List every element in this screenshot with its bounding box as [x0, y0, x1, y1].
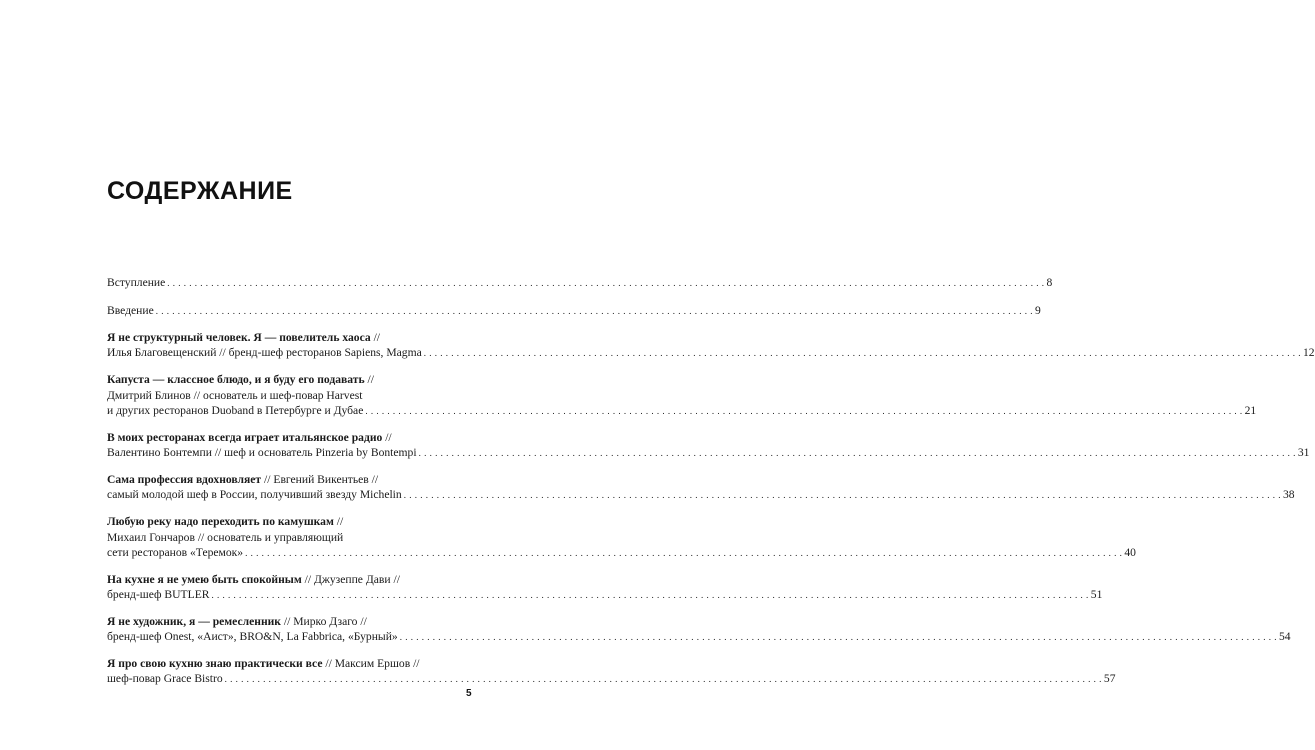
toc-line	[107, 472, 472, 487]
dot-leader: . . . . . . . . . . . . . . . . . . . . . . . . . . . . . . . . . . . . . . . . . . . . . . . . . . . . . . . . . . . . . . . . . . . . . . . . . . . . . . . . . . . . . . . . . . . . . . . . . . . . . . . . . . . . . . . . . . . . . . . . . . . . . . . . . . . . . . . . . . . . . . . . . . . . . . . . . . . . . . . .	[418, 448, 1296, 459]
toc-line-text	[107, 487, 402, 502]
dot-leader: . . . . . . . . . . . . . . . . . . . . . . . . . . . . . . . . . . . . . . . . . . . . . . . . . . . . . . . . . . . . . . . . . . . . . . . . . . . . . . . . . . . . . . . . . . . . . . . . . . . . . . . . . . . . . . . . . . . . . . . . . . . . . . . . . . . . . . . . . . . . . . . . . . . . . . . . . . . . . . . .	[245, 547, 1123, 558]
toc-entry	[107, 614, 1291, 646]
toc-line	[107, 614, 472, 629]
page-number: 5	[466, 688, 472, 699]
toc-chapter-title: Любую реку надо переходить по камушкам	[107, 515, 334, 529]
toc-author-info: Илья Благовещенский // бренд-шеф ресторанов Sapiens, Magma	[107, 346, 422, 360]
dot-leader: . . . . . . . . . . . . . . . . . . . . . . . . . . . . . . . . . . . . . . . . . . . . . . . . . . . . . . . . . . . . . . . . . . . . . . . . . . . . . . . . . . . . . . . . . . . . . . . . . . . . . . . . . . . . . . . . . . . . . . . . . . . . . . . . . . . . . . . . . . . . . . . . . . . . . . . . . . . . . . . .	[365, 405, 1243, 416]
toc-author-info: Дмитрий Блинов // основатель и шеф-повар Harvest	[107, 388, 363, 402]
toc-entry	[107, 514, 1136, 561]
dot-leader: . . . . . . . . . . . . . . . . . . . . . . . . . . . . . . . . . . . . . . . . . . . . . . . . . . . . . . . . . . . . . . . . . . . . . . . . . . . . . . . . . . . . . . . . . . . . . . . . . . . . . . . . . . . . . . . . . . . . . . . . . . . . . . . . . . . . . . . . . . . . . . . . . . . . . . . . . . . . . . . .	[399, 632, 1277, 643]
toc-author-start: // Евгений Викентьев //	[261, 473, 379, 487]
toc-line-text	[107, 275, 165, 290]
toc-line	[107, 430, 472, 445]
toc-entry	[107, 372, 1257, 419]
toc-author-info: шеф-повар Grace Bistro	[107, 672, 223, 686]
toc-author-info: Введение	[107, 303, 154, 317]
toc-line-text	[107, 671, 223, 686]
toc-chapter-title: Я не структурный человек. Я — повелитель хаоса	[107, 331, 371, 345]
toc-chapter-title: В моих ресторанах всегда играет итальянское радио	[107, 430, 383, 444]
toc-entry	[107, 330, 1315, 362]
toc-line	[107, 629, 1291, 645]
toc-chapter-title: Капуста — классное блюдо, и я буду его подавать	[107, 373, 365, 387]
toc-author-info: самый молодой шеф в России, получивший звезду Michelin	[107, 488, 402, 502]
toc-line	[107, 303, 1041, 319]
toc-page-number: 51	[1090, 588, 1103, 602]
toc-line	[107, 545, 1136, 561]
toc-page-number: 40	[1124, 545, 1136, 559]
toc-entry	[107, 275, 1053, 291]
toc-line	[107, 656, 472, 671]
toc-line	[107, 445, 1310, 461]
toc-line	[107, 275, 1053, 291]
toc-line	[107, 487, 1295, 503]
toc-line-text	[107, 389, 362, 402]
toc-page-number: 57	[1103, 672, 1116, 686]
toc-chapter-title: На кухне я не умею быть спокойным	[107, 572, 302, 586]
toc-line-text	[107, 431, 392, 444]
dot-leader: . . . . . . . . . . . . . . . . . . . . . . . . . . . . . . . . . . . . . . . . . . . . . . . . . . . . . . . . . . . . . . . . . . . . . . . . . . . . . . . . . . . . . . . . . . . . . . . . . . . . . . . . . . . . . . . . . . . . . . . . . . . . . . . . . . . . . . . . . . . . . . . . . . . . . . . . . . . . . . . .	[224, 674, 1102, 685]
toc-line	[107, 671, 1116, 687]
toc-chapter-title: Я не художник, я — ремесленник	[107, 614, 281, 628]
toc-line	[107, 345, 1315, 361]
toc-line-text	[107, 531, 343, 544]
toc-line-text	[107, 587, 210, 602]
toc-author-info: и других ресторанов Duoband в Петербурге и Дубае	[107, 403, 364, 417]
toc-author-info: Михаил Гончаров // основатель и управляющий	[107, 530, 344, 544]
toc-line-text	[107, 629, 398, 644]
toc-chapter-title: Я про свою кухню знаю практически все	[107, 657, 323, 671]
toc-line	[107, 572, 472, 587]
toc-page-number: 54	[1278, 630, 1291, 644]
toc-page-number: 21	[1244, 403, 1257, 417]
toc-line-text	[107, 445, 417, 460]
toc-author-info: сети ресторанов «Теремок»	[107, 545, 244, 559]
toc-line-text	[107, 345, 422, 360]
toc-line-text	[107, 331, 380, 344]
toc-page-number: 31	[1297, 446, 1310, 460]
toc-line-text	[107, 373, 374, 386]
toc-line-text	[107, 615, 367, 628]
toc-line	[107, 403, 1257, 419]
table-of-contents	[107, 275, 1315, 698]
toc-line-text	[107, 573, 400, 586]
toc-line	[107, 587, 1103, 603]
toc-author-info: Валентино Бонтемпи // шеф и основатель Pinzeria by Bontempi	[107, 446, 417, 460]
toc-author-start: // Мирко Дзаго //	[281, 614, 367, 628]
toc-author-info: бренд-шеф BUTLER	[107, 588, 210, 602]
toc-author-info: Вступление	[107, 276, 166, 289]
toc-author-start: // Максим Ершов //	[322, 657, 420, 671]
toc-page-number: 8	[1046, 276, 1053, 289]
toc-page-number: 9	[1034, 303, 1041, 317]
page-title: СОДЕРЖАНИЕ	[107, 177, 293, 205]
toc-line-text	[107, 545, 243, 560]
toc-line-text	[107, 657, 420, 670]
dot-leader: . . . . . . . . . . . . . . . . . . . . . . . . . . . . . . . . . . . . . . . . . . . . . . . . . . . . . . . . . . . . . . . . . . . . . . . . . . . . . . . . . . . . . . . . . . . . . . . . . . . . . . . . . . . . . . . . . . . . . . . . . . . . . . . . . . . . . . . . . . . . . . . . . . . . . . . . . . . . . . . .	[423, 348, 1301, 359]
toc-line-text	[107, 473, 378, 486]
toc-page-number: 12	[1303, 346, 1315, 360]
toc-line	[107, 372, 472, 387]
toc-entry	[107, 656, 1116, 688]
toc-line	[107, 530, 472, 545]
toc-entry	[107, 430, 1310, 462]
toc-chapter-title: Сама профессия вдохновляет	[107, 473, 262, 487]
toc-author-info: бренд-шеф Onest, «Аист», BRO&N, La Fabbrica, «Бурный»	[107, 630, 398, 644]
toc-author-start: // Джузеппе Дави //	[301, 572, 400, 586]
toc-page-number: 38	[1282, 488, 1295, 502]
toc-author-start: //	[333, 515, 344, 529]
toc-entry	[107, 572, 1103, 604]
toc-line-text	[107, 403, 363, 418]
dot-leader: . . . . . . . . . . . . . . . . . . . . . . . . . . . . . . . . . . . . . . . . . . . . . . . . . . . . . . . . . . . . . . . . . . . . . . . . . . . . . . . . . . . . . . . . . . . . . . . . . . . . . . . . . . . . . . . . . . . . . . . . . . . . . . . . . . . . . . . . . . . . . . . . . . . . . . . . . . . . . . . .	[155, 305, 1033, 316]
toc-author-start: //	[370, 331, 381, 345]
toc-author-start: //	[364, 373, 374, 387]
toc-line	[107, 514, 472, 529]
toc-line-text	[107, 303, 154, 318]
toc-author-start: //	[382, 430, 392, 444]
dot-leader: . . . . . . . . . . . . . . . . . . . . . . . . . . . . . . . . . . . . . . . . . . . . . . . . . . . . . . . . . . . . . . . . . . . . . . . . . . . . . . . . . . . . . . . . . . . . . . . . . . . . . . . . . . . . . . . . . . . . . . . . . . . . . . . . . . . . . . . . . . . . . . . . . . . . . . . . . . . . . . . .	[167, 278, 1045, 288]
toc-line-text	[107, 515, 343, 528]
toc-line	[107, 330, 472, 345]
dot-leader: . . . . . . . . . . . . . . . . . . . . . . . . . . . . . . . . . . . . . . . . . . . . . . . . . . . . . . . . . . . . . . . . . . . . . . . . . . . . . . . . . . . . . . . . . . . . . . . . . . . . . . . . . . . . . . . . . . . . . . . . . . . . . . . . . . . . . . . . . . . . . . . . . . . . . . . . . . . . . . . .	[403, 490, 1281, 501]
toc-entry	[107, 472, 1295, 504]
toc-line	[107, 388, 472, 403]
toc-entry	[107, 303, 1041, 319]
dot-leader: . . . . . . . . . . . . . . . . . . . . . . . . . . . . . . . . . . . . . . . . . . . . . . . . . . . . . . . . . . . . . . . . . . . . . . . . . . . . . . . . . . . . . . . . . . . . . . . . . . . . . . . . . . . . . . . . . . . . . . . . . . . . . . . . . . . . . . . . . . . . . . . . . . . . . . . . . . . . . . . .	[211, 590, 1089, 601]
